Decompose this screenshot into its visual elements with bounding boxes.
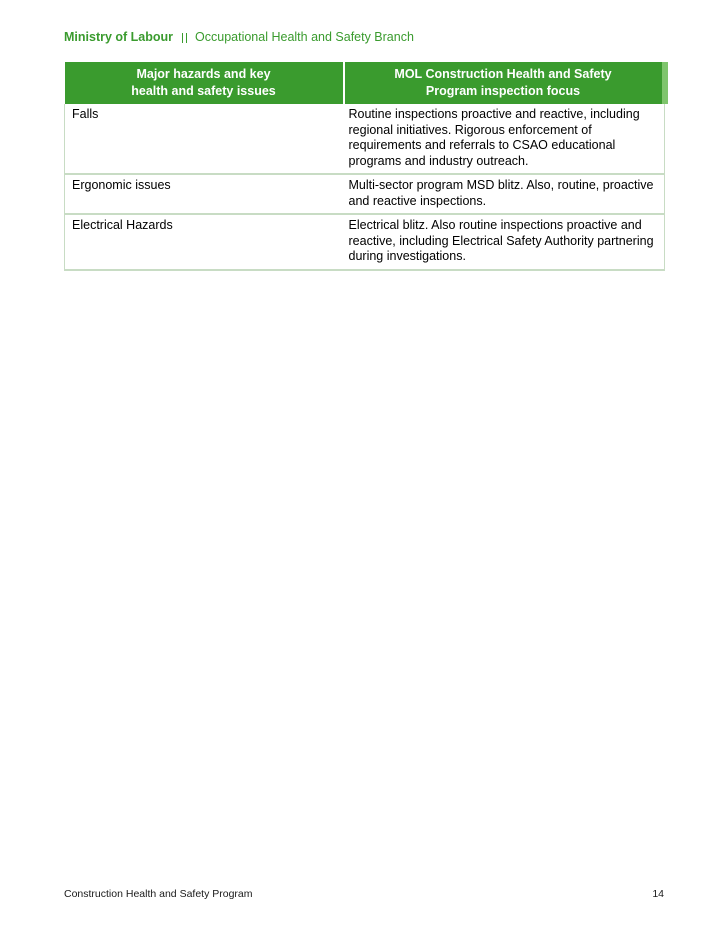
column-header-line: Major hazards and key [136, 67, 271, 81]
branch-name: Occupational Health and Safety Branch [195, 30, 414, 44]
hazards-table [64, 62, 668, 271]
page-footer [64, 888, 664, 900]
header-separator [182, 33, 187, 43]
column-header-line: Program inspection focus [425, 84, 581, 98]
table-row [65, 104, 665, 174]
footer-program-name: Construction Health and Safety Program [64, 888, 253, 900]
page-number: 14 [652, 888, 664, 900]
page-header [64, 30, 414, 44]
hazard-cell: Falls [65, 104, 344, 174]
column-header-inspection-focus [344, 62, 665, 104]
column-header-hazards [65, 62, 344, 104]
organization-name: Ministry of Labour [64, 30, 174, 44]
table-header-row [65, 62, 665, 104]
focus-cell: Electrical blitz. Also routine inspections proactive and reactive, including Electrical Safety Authority partnering during investigations. [344, 214, 665, 270]
table-row [65, 174, 665, 214]
table-row [65, 214, 665, 270]
column-header-line: MOL Construction Health and Safety [394, 67, 612, 81]
focus-cell: Multi-sector program MSD blitz. Also, routine, proactive and reactive inspections. [344, 174, 665, 214]
hazard-cell: Ergonomic issues [65, 174, 344, 214]
column-header-line: health and safety issues [131, 84, 276, 98]
focus-cell: Routine inspections proactive and reactive, including regional initiatives. Rigorous enforcement of requirements and referrals to CSAO educational programs and industry outreach. [344, 104, 665, 174]
hazard-cell: Electrical Hazards [65, 214, 344, 270]
